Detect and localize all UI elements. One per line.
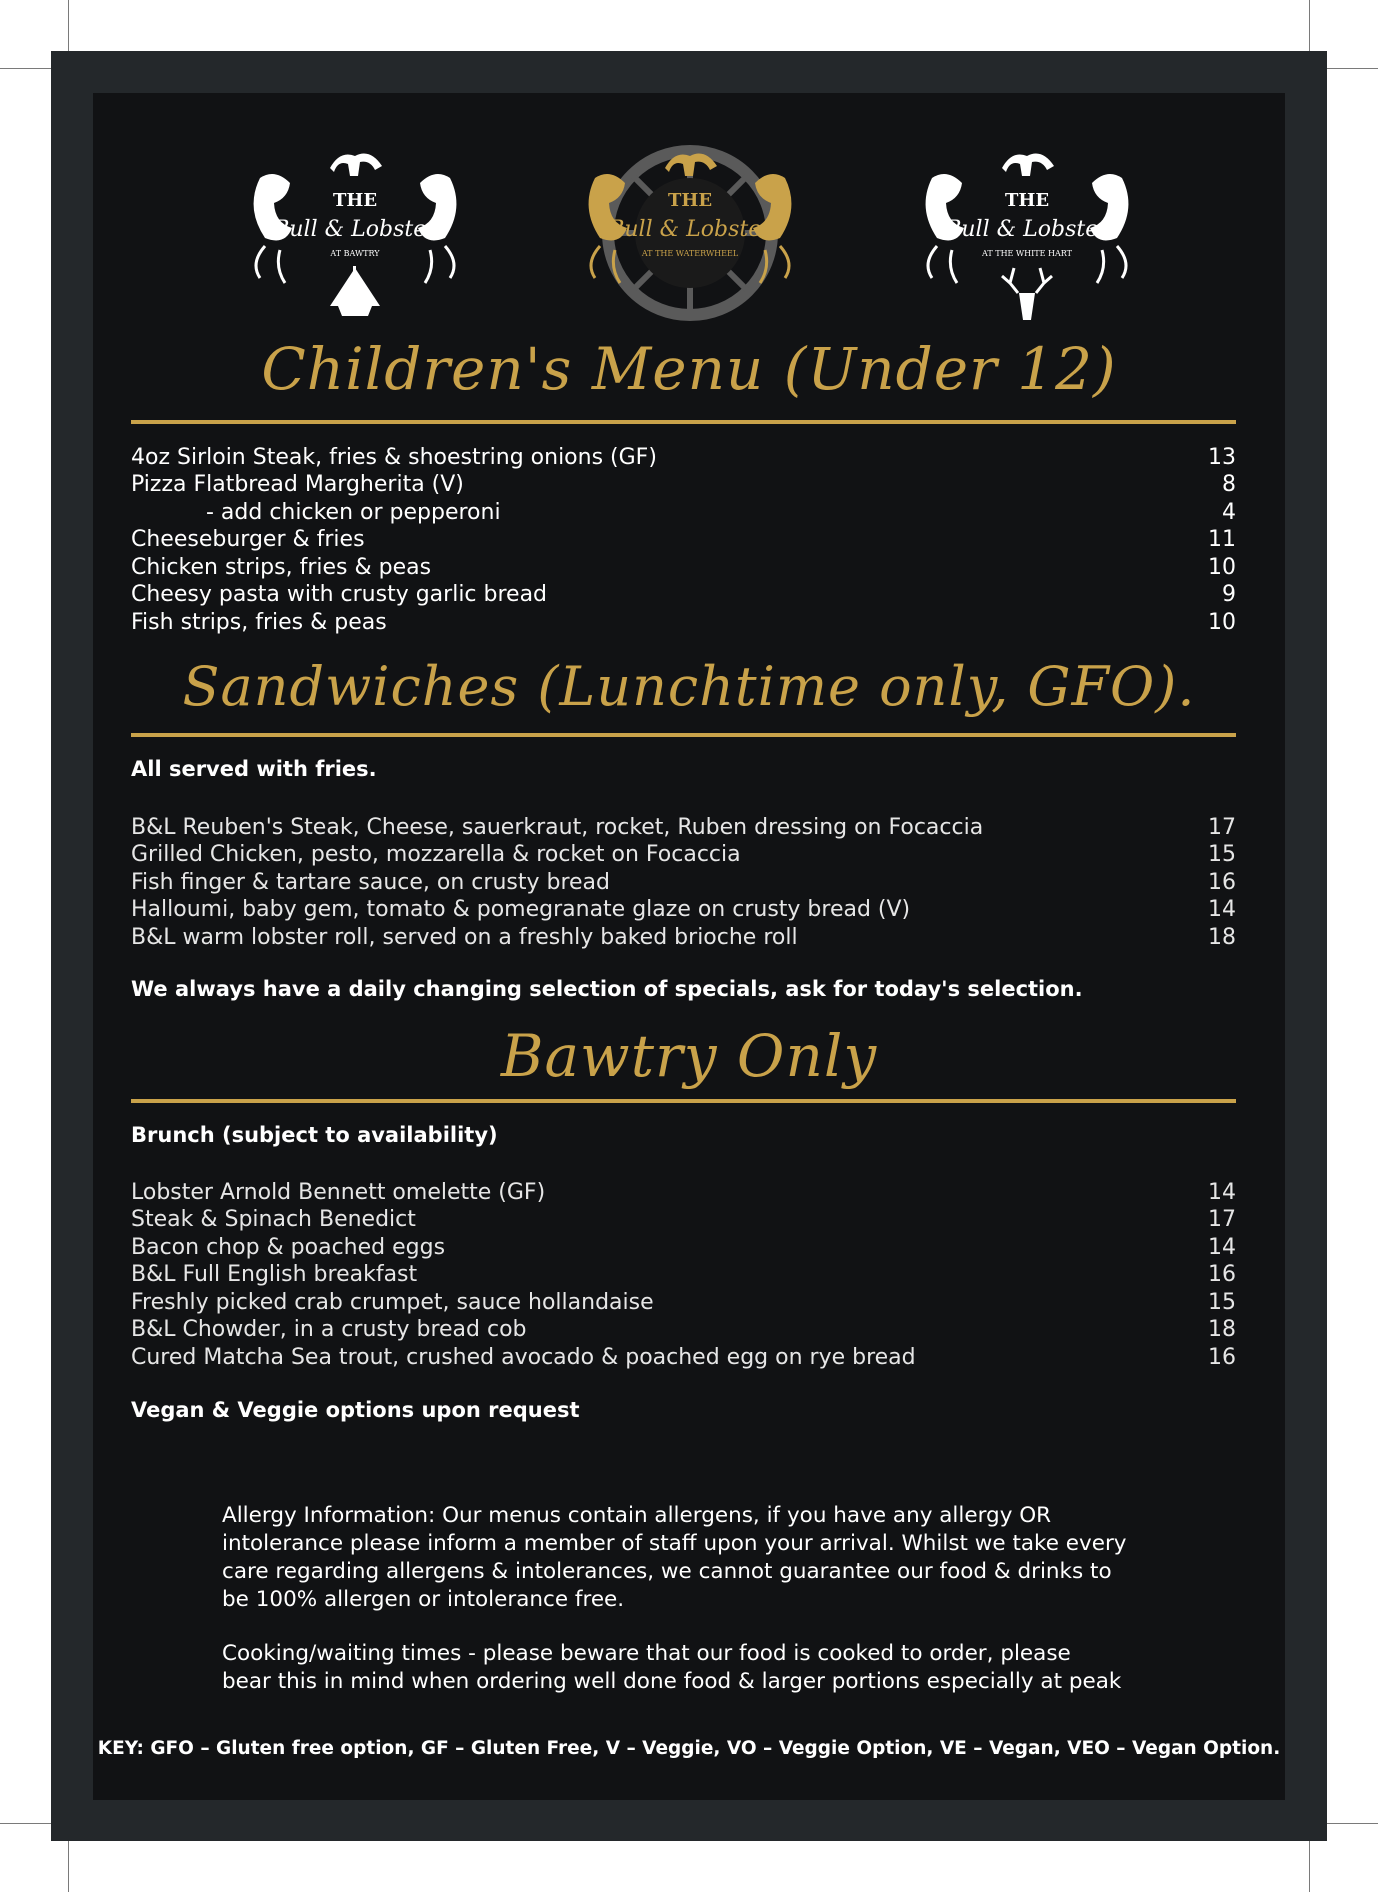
allergy-line: intolerance please inform a member of staff upon your arrival. Whilst we take every [222, 1531, 1127, 1556]
menu-item-name: Halloumi, baby gem, tomato & pomegranate glaze on crusty bread (V) [131, 897, 911, 922]
menu-item-name: Cured Matcha Sea trout, crushed avocado & poached egg on rye bread [131, 1344, 916, 1370]
menu-item-price: 14 [1208, 1234, 1236, 1260]
logo-text: AT BAWTRY [330, 249, 380, 258]
bull-icon [330, 154, 382, 176]
menu-item [131, 1233, 1236, 1261]
menu-item-name: Cheeseburger & fries [131, 527, 365, 552]
menu-item-price: 14 [1208, 897, 1236, 922]
logo-bawtry [230, 128, 480, 328]
menu-item-price: 15 [1208, 842, 1236, 867]
menu-item-name: Fish strips, fries & peas [131, 609, 387, 635]
menu-item-price: 16 [1208, 1262, 1236, 1287]
menu-item-name: - add chicken or pepperoni [206, 499, 501, 525]
specials-note: We always have a daily changing selection of specials, ask for today's selection. [131, 977, 1083, 1001]
cooking-line: Cooking/waiting times - please beware that our food is cooked to order, please [222, 1641, 1071, 1666]
logo-text: AT THE WHITE HART [982, 249, 1072, 258]
allergy-information [222, 1502, 1162, 1614]
logo-text: AT THE WATERWHEEL [641, 249, 739, 258]
menu-item-price: 16 [1208, 869, 1236, 895]
menu-item-name: 4oz Sirloin Steak, fries & shoestring onions (GF) [131, 444, 657, 470]
menu-item-name: Steak & Spinach Benedict [131, 1207, 416, 1232]
menu-item-price: 15 [1208, 1289, 1236, 1315]
menu-item-name: Chicken strips, fries & peas [131, 554, 432, 580]
crop-mark [1309, 0, 1310, 52]
menu-item [131, 526, 1236, 554]
crop-mark [0, 68, 52, 69]
menu-item-name: Lobster Arnold Bennett omelette (GF) [131, 1179, 546, 1205]
menu-item-price: 11 [1208, 527, 1236, 552]
menu-item-price: 10 [1208, 609, 1236, 635]
menu-item-price: 17 [1208, 1207, 1236, 1232]
logo-image [565, 128, 815, 328]
brunch-intro: Brunch (subject to availability) [131, 1123, 498, 1147]
section-heading-children: Children's Menu (Under 12) [261, 335, 1117, 403]
menu-item-price: 9 [1222, 582, 1236, 607]
menu-item-price: 16 [1208, 1344, 1236, 1370]
menu-item [131, 498, 1236, 526]
menu-item [131, 1316, 1236, 1344]
section-heading-sandwiches: Sandwiches (Lunchtime only, GFO). [182, 655, 1196, 718]
section-divider [131, 733, 1236, 737]
menu-item-price: 14 [1208, 1179, 1236, 1205]
logo-text: Bull & Lobster [608, 217, 772, 242]
menu-item [131, 1261, 1236, 1289]
menu-item [131, 581, 1236, 609]
menu-item [131, 1206, 1236, 1234]
menu-item [131, 1343, 1236, 1371]
menu-item [131, 813, 1236, 841]
crop-mark [1309, 1840, 1310, 1892]
menu-item [131, 471, 1236, 499]
menu-item [131, 443, 1236, 471]
crop-mark [1326, 1823, 1378, 1824]
logo-text: Bull & Lobster [273, 217, 437, 242]
menu-item-price: 17 [1208, 814, 1236, 840]
logo-text: THE [332, 190, 378, 211]
bull-icon [1002, 154, 1054, 176]
section-divider [131, 1099, 1236, 1103]
menu-item-name: Cheesy pasta with crusty garlic bread [131, 582, 548, 607]
dietary-key: KEY: GFO – Gluten free option, GF – Gluten Free, V – Veggie, VO – Veggie Option, VE – Vegan, VEO – Vegan Option. [97, 1738, 1281, 1759]
crop-mark [68, 0, 69, 52]
menu-item [131, 841, 1236, 869]
menu-item-price: 8 [1222, 472, 1236, 497]
logo-waterwheel [565, 128, 815, 328]
menu-item-name: Pizza Flatbread Margherita (V) [131, 472, 464, 497]
menu-item [131, 1288, 1236, 1316]
menu-item-name: B&L Reuben's Steak, Cheese, sauerkraut, rocket, Ruben dressing on Focaccia [131, 814, 984, 840]
allergy-line: be 100% allergen or intolerance free. [222, 1587, 625, 1612]
sandwiches-intro: All served with fries. [131, 757, 377, 781]
logo-image [230, 128, 480, 328]
menu-item-price: 18 [1208, 1317, 1236, 1342]
section-divider [131, 420, 1236, 424]
allergy-line: Allergy Information: Our menus contain allergens, if you have any allergy OR [222, 1503, 1052, 1528]
crop-mark [68, 1840, 69, 1892]
logo-white-hart [902, 128, 1152, 328]
cooking-times-note [222, 1640, 1162, 1696]
menu-item-price: 18 [1208, 924, 1236, 950]
menu-item [131, 896, 1236, 924]
menu-item-name: B&L Full English breakfast [131, 1262, 418, 1287]
menu-item [131, 1178, 1236, 1206]
menu-item [131, 608, 1236, 636]
logo-image [902, 128, 1152, 328]
crop-mark [1326, 68, 1378, 69]
menu-item-name: Bacon chop & poached eggs [131, 1234, 446, 1260]
menu-item-name: Freshly picked crab crumpet, sauce hollandaise [131, 1289, 654, 1315]
menu-item [131, 553, 1236, 581]
logo-text: Bull & Lobster [945, 217, 1109, 242]
menu-item-price: 10 [1208, 554, 1236, 580]
logo-text: THE [667, 190, 713, 211]
menu-item-name: Grilled Chicken, pesto, mozzarella & rocket on Focaccia [131, 842, 741, 867]
menu-item [131, 923, 1236, 951]
vegan-note: Vegan & Veggie options upon request [131, 1398, 580, 1422]
cooking-line: bear this in mind when ordering well done food & larger portions especially at peak [222, 1669, 1122, 1694]
menu-item-price: 4 [1222, 499, 1236, 525]
menu-item-name: B&L Chowder, in a crusty bread cob [131, 1317, 527, 1342]
crop-mark [0, 1823, 52, 1824]
menu-item-name: Fish finger & tartare sauce, on crusty bread [131, 869, 610, 895]
section-heading-bawtry: Bawtry Only [500, 1022, 878, 1090]
menu-item-price: 13 [1208, 444, 1236, 470]
menu-item [131, 868, 1236, 896]
logo-text: THE [1004, 190, 1050, 211]
menu-item-name: B&L warm lobster roll, served on a freshly baked brioche roll [131, 924, 798, 950]
allergy-line: care regarding allergens & intolerances, we cannot guarantee our food & drinks to [222, 1559, 1112, 1584]
